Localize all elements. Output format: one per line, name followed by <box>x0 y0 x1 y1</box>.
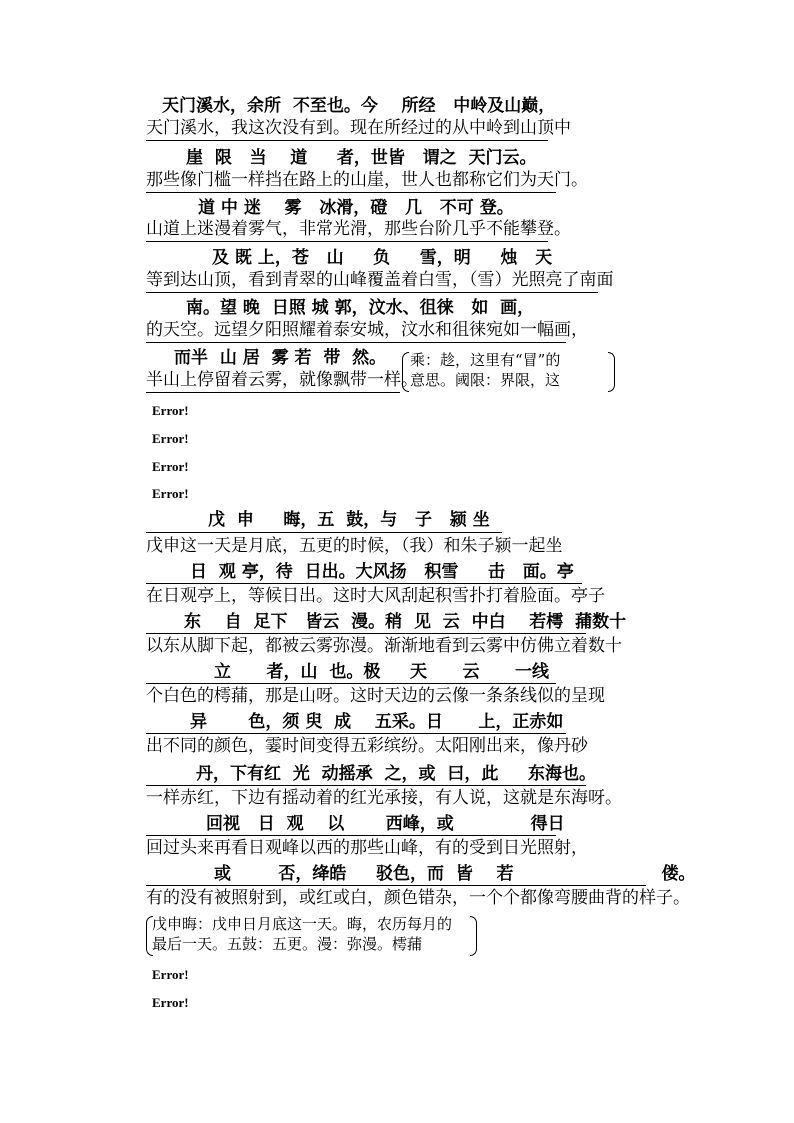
translation-line: 出不同的颜色，霎时间变得五彩缤纷。太阳刚出来，像丹砂 <box>146 736 588 756</box>
translation-line: 一样赤红，下边有摇动着的红光承接，有人说，这就是东海呀。 <box>146 788 622 808</box>
translation-line: 在日观亭上，等候日出。这时大风刮起积雪扑打着脸面。亭子 <box>146 586 605 606</box>
error-text: Error! <box>152 403 189 418</box>
note-bracket-left <box>402 352 409 392</box>
translation-line: 那些像门槛一样挡在路上的山崖，世人也都称它们为天门。 <box>146 170 588 190</box>
underline <box>146 733 566 734</box>
translation-line: 山道上迷漫着雾气，非常光滑，那些台阶几乎不能攀登。 <box>146 219 571 239</box>
underline <box>146 633 586 634</box>
underline <box>146 241 548 242</box>
underline <box>146 583 582 584</box>
translation-line: 个白色的樗蒱，那是山呀。这时天边的云像一条条线似的呈现 <box>146 686 605 706</box>
note-line: 最后一天。五鼓：五更。漫：弥漫。樗蒱 <box>152 935 423 953</box>
original-line: 立 者，山 也。极 天 云 一线 <box>214 662 549 682</box>
original-line: 及 既 上，苍 山 负 雪，明 烛 天 <box>212 248 553 268</box>
translation-line: 的天空。远望夕阳照耀着泰安城，汶水和徂徕宛如一幅画， <box>146 320 588 340</box>
translation-line: 天门溪水，我这次没有到。现在所经过的从中岭到山顶中 <box>146 118 571 138</box>
error-text: Error! <box>152 459 189 474</box>
underline <box>146 785 586 786</box>
underline <box>146 683 556 684</box>
error-text: Error! <box>152 486 189 501</box>
underline <box>146 392 400 393</box>
original-line: 而半 山 居 雾 若 带 然。 <box>174 348 387 368</box>
underline <box>146 192 556 193</box>
underline <box>146 532 502 533</box>
original-line: 天门溪水，余所 不至也。今 所经 中岭及山巅， <box>162 96 556 116</box>
original-line: 崖 限 当 道 者，世皆 谓之 天门云。 <box>186 148 537 168</box>
translation-line: 戊申这一天是月底，五更的时候，（我）和朱子颍一起坐 <box>146 536 563 556</box>
underline <box>146 342 566 343</box>
note-line: 戊申晦：戊申日月底这一天。晦，农历每月的 <box>152 915 453 933</box>
note-bracket-right <box>470 916 477 956</box>
underline <box>146 835 556 836</box>
original-line: 南。望 晚 日照 城 郭，汶水、徂徕 如 画， <box>186 298 535 318</box>
translation-line: 以东从脚下起，都被云雾弥漫。渐渐地看到云雾中仿佛立着数十 <box>146 636 622 656</box>
original-line: 戊 申 晦，五 鼓，与 子 颍 坐 <box>208 510 490 530</box>
original-line: 日 观 亭，待 日出。大风扬 积雪 击 面。亭 <box>190 562 574 582</box>
note-bracket-right <box>608 352 615 392</box>
underline <box>146 885 646 886</box>
error-text: Error! <box>152 995 189 1010</box>
translation-line: 有的没有被照射到，或红或白，颜色错杂，一个个都像弯腰曲背的样子。 <box>146 888 690 908</box>
underline <box>146 292 598 293</box>
original-line: 道 中 迷 雾 冰滑，磴 几 不可 登。 <box>198 198 514 218</box>
translation-line: 等到达山顶，看到青翠的山峰覆盖着白雪，（雪）光照亮了南面 <box>146 270 614 290</box>
underline <box>146 140 548 141</box>
error-text: Error! <box>152 967 189 982</box>
translation-line: 半山上停留着云雾，就像飘带一样。 <box>146 370 418 390</box>
original-line: 异 色，须 臾 成 五采。日 上，正赤如 <box>190 712 564 732</box>
original-line: 东 自 足下 皆云 漫。稍 见 云 中白 若樗 蒱数十 <box>184 612 627 632</box>
original-line: 回视 日 观 以 西峰，或 得日 <box>206 814 565 834</box>
original-line: 或 否，绛皓 驳色，而 皆 若 偻。 <box>214 864 696 884</box>
note-line: 意思。阈限：界限，这 <box>410 371 561 389</box>
translation-line: 回过头来再看日观峰以西的那些山峰，有的受到日光照射， <box>146 838 588 858</box>
note-line: 乘：趁，这里有“冒”的 <box>410 351 561 369</box>
error-text: Error! <box>152 431 189 446</box>
original-line: 丹，下有红 光 动摇承 之，或 曰，此 东海也。 <box>196 764 596 784</box>
